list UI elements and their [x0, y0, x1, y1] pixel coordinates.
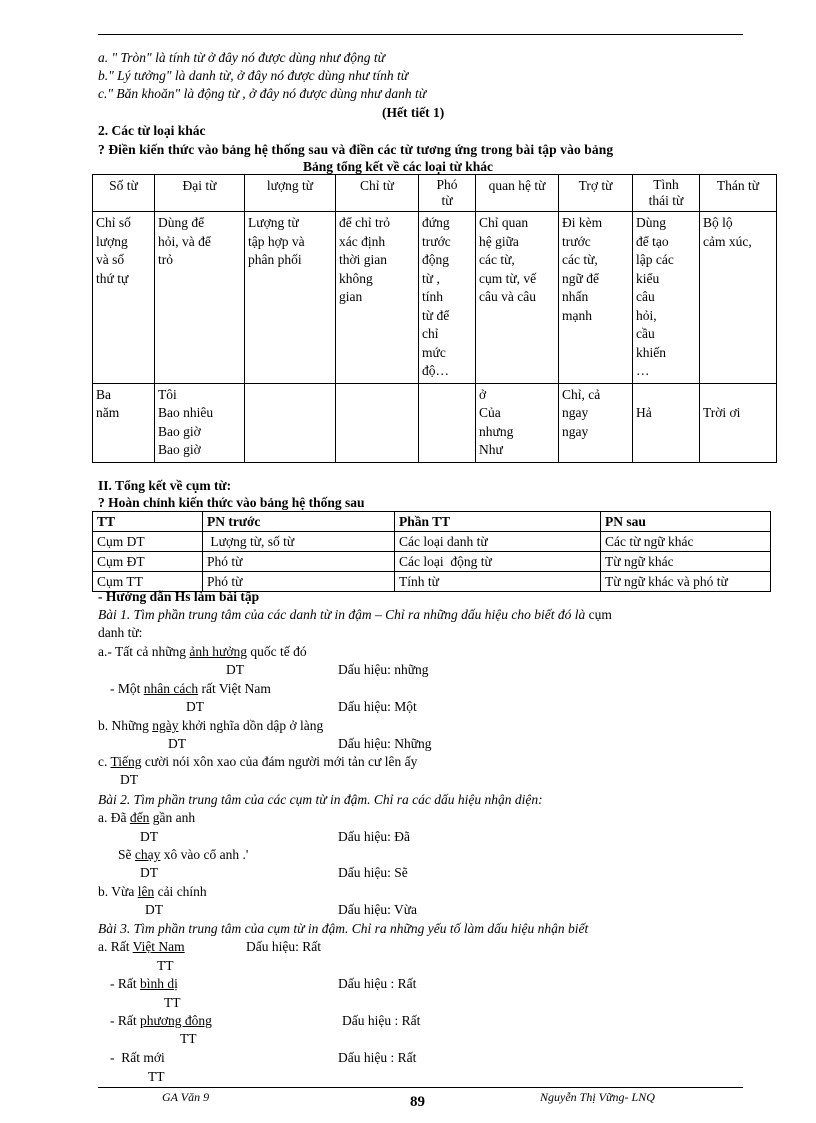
bai2-a1-dt: DT — [140, 829, 158, 844]
center-word: ảnh hưởng — [189, 644, 247, 659]
definition-cell: để chỉ trỏ xác định thời gian không gian — [336, 212, 419, 384]
bai3-a3 — [110, 1012, 212, 1029]
bai1-a2-dt: DT — [186, 699, 204, 714]
header-quan-he-tu: quan hệ từ — [476, 175, 559, 212]
bai2-a2-sign: Dấu hiệu: Sẽ — [338, 865, 408, 880]
header-rule — [98, 34, 743, 35]
bai1-a2 — [110, 680, 271, 697]
header-dai-tu: Đại từ — [155, 175, 245, 212]
header-luong-tu: lượng từ — [245, 175, 336, 212]
text: - Rất — [110, 1013, 140, 1028]
text: c. — [98, 754, 111, 769]
bai2-b-dt: DT — [145, 902, 163, 917]
text: quốc tế đó — [247, 644, 307, 659]
text: b. Vừa — [98, 884, 138, 899]
bai2-title: Bài 2. Tìm phần trung tâm của các cụm từ in đậm. Chỉ ra các dấu hiệu nhận diện: — [98, 792, 543, 807]
bai1-title-text: Bài 1. Tìm phần trung tâm của các danh từ in đậm – Chỉ ra những dấu hiệu cho biết đó là — [98, 607, 586, 622]
definition-cell: Bộ lộ cảm xúc, — [700, 212, 777, 384]
table-cell: Phó từ — [203, 572, 395, 592]
bai1-b-sign: Dấu hiệu: Những — [338, 736, 432, 751]
section-II-question: ? Hoàn chỉnh kiến thức vào bảng hệ thống sau — [98, 495, 365, 510]
example-cell: Ba năm — [93, 383, 155, 462]
header-pn-sau: PN sau — [601, 512, 771, 532]
bai2-a2 — [118, 846, 248, 863]
intro-line-a: a. " Tròn" là tính từ ở đây nó được dùng như động từ — [98, 50, 385, 65]
bai3-a3-tt: TT — [180, 1031, 197, 1046]
text: xô vào cổ anh .' — [160, 847, 249, 862]
bai2-b — [98, 883, 207, 900]
example-cell — [245, 383, 336, 462]
text: a.- Tất cả những — [98, 644, 190, 659]
table-cell: Từ ngữ khác — [601, 552, 771, 572]
bai1-title-tail: cụm — [585, 607, 612, 622]
definition-cell: Đi kèm trước các từ, ngữ để nhấn mạnh — [559, 212, 633, 384]
bai1-b-dt: DT — [168, 736, 186, 751]
bai1-c — [98, 753, 417, 770]
intro-line-c: c." Băn khoăn" là động từ , ở đây nó được dùng như danh từ — [98, 86, 427, 101]
bai3-a1-tt: TT — [157, 958, 174, 973]
text: a. Đã — [98, 810, 130, 825]
table-cell: Phó từ — [203, 552, 395, 572]
guide-title: - Hướng dẫn Hs làm bài tập — [98, 589, 260, 604]
example-cell: Hả — [633, 383, 700, 462]
table-row — [93, 552, 771, 572]
text: a. Rất — [98, 939, 133, 954]
header-tro-tu: Trợ từ — [559, 175, 633, 212]
bai3-a2-sign: Dấu hiệu : Rất — [338, 976, 417, 991]
header-pn-truoc: PN trước — [203, 512, 395, 532]
intro-line-b: b." Lý tưởng" là danh từ, ở đây nó được dùng như tính từ — [98, 68, 409, 83]
header-so-tu: Số từ — [93, 175, 155, 212]
definition-cell: Chỉ quan hệ giữa các từ, cụm từ, vế câu và câu — [476, 212, 559, 384]
table2-header-row — [93, 512, 771, 532]
text: gần anh — [149, 810, 196, 825]
center-word: nhân cách — [143, 681, 199, 696]
header-tinh-thai-tu: Tình thái từ — [633, 175, 700, 212]
table-row — [93, 532, 771, 552]
table-cell: Cụm ĐT — [93, 552, 203, 572]
header-chi-tu: Chỉ từ — [336, 175, 419, 212]
text: - Một — [110, 681, 144, 696]
center-word: phương đông — [140, 1013, 212, 1028]
definition-cell: Dùng để hỏi, và để trỏ — [155, 212, 245, 384]
example-cell — [336, 383, 419, 462]
bai3-title: Bài 3. Tìm phần trung tâm của cụm từ in đậm. Chỉ ra những yếu tố làm dấu hiệu nhận biết — [98, 921, 589, 936]
table-cell: Lượng từ, số từ — [203, 532, 395, 552]
bai2-a2-dt: DT — [140, 865, 158, 880]
center-word: Tiếng — [110, 754, 142, 769]
section-II-title: II. Tổng kết về cụm từ: — [98, 478, 232, 493]
text: Sẽ — [118, 847, 135, 862]
header-pho-tu: Phó từ — [419, 175, 476, 212]
footer-right: Nguyễn Thị Vững- LNQ — [540, 1090, 655, 1104]
center-word: lên — [137, 884, 155, 899]
example-cell: Tôi Bao nhiêu Bao giờ Bao giờ — [155, 383, 245, 462]
text: - Rất — [110, 976, 140, 991]
header-than-tu: Thán từ — [700, 175, 777, 212]
bai3-a4-sign: Dấu hiệu : Rất — [338, 1050, 417, 1065]
example-cell — [419, 383, 476, 462]
definition-cell: đứng trước động từ , tính từ để chỉ mức độ… — [419, 212, 476, 384]
bai3-a1 — [98, 938, 185, 955]
bai3-a4: - Rất mới — [110, 1050, 165, 1065]
bai1-b — [98, 717, 323, 734]
bai1-title-line2: danh từ: — [98, 625, 143, 640]
bai1-a2-sign: Dấu hiệu: Một — [338, 699, 417, 714]
table-cell: Các loại danh từ — [395, 532, 601, 552]
table-cell: Các loại động từ — [395, 552, 601, 572]
example-cell: Trời ơi — [700, 383, 777, 462]
table1-title: Bảng tổng kết về các loại từ khác — [303, 159, 493, 174]
table-cell: Cụm DT — [93, 532, 203, 552]
text: cải chính — [154, 884, 207, 899]
definition-cell: Chỉ số lượng và số thứ tự — [93, 212, 155, 384]
example-cell: Chỉ, cả ngay ngay — [559, 383, 633, 462]
bai3-a1-sign: Dấu hiệu: Rất — [246, 939, 321, 954]
text: b. Những — [98, 718, 153, 733]
table-cell: Các từ ngữ khác — [601, 532, 771, 552]
footer-rule — [98, 1087, 743, 1088]
bai3-a2 — [110, 975, 178, 992]
word-class-table — [92, 174, 777, 463]
bai1-a1-sign: Dấu hiệu: những — [338, 662, 429, 677]
center-word: đến — [129, 810, 150, 825]
page-number: 89 — [410, 1094, 425, 1110]
center-word: bình dị — [140, 976, 178, 991]
table-cell: Từ ngữ khác và phó từ — [601, 572, 771, 592]
bai3-a4-tt: TT — [148, 1069, 165, 1084]
example-cell: ở Của nhưng Như — [476, 383, 559, 462]
text: cười nói xôn xao của đám người mới tản cư lên ấy — [141, 754, 418, 769]
table1-definition-row — [93, 212, 777, 384]
center-word: chạy — [134, 847, 161, 862]
definition-cell: Dùng để tạo lập các kiểu câu hỏi, cầu khiến … — [633, 212, 700, 384]
phrase-table — [92, 511, 771, 592]
section2-title: 2. Các từ loại khác — [98, 123, 206, 138]
definition-cell: Lượng từ tập hợp và phân phối — [245, 212, 336, 384]
bai1-a1 — [98, 643, 307, 660]
bai2-b-sign: Dấu hiệu: Vừa — [338, 902, 418, 917]
bai2-a1 — [98, 809, 195, 826]
table-cell: Tính từ — [395, 572, 601, 592]
bai2-a1-sign: Dấu hiệu: Đã — [338, 829, 410, 844]
bai1-a1-dt: DT — [226, 662, 244, 677]
bai1-c-dt: DT — [120, 772, 138, 787]
center-word: Việt Nam — [132, 939, 185, 954]
text: khởi nghĩa dồn dập ở làng — [178, 718, 324, 733]
table1-example-row — [93, 383, 777, 462]
footer-left: GA Văn 9 — [162, 1090, 210, 1104]
center-word: ngày — [152, 718, 179, 733]
table1-header-row — [93, 175, 777, 212]
text: rất Việt Nam — [198, 681, 271, 696]
table-cell: Cụm TT — [93, 572, 203, 592]
header-phan-tt: Phần TT — [395, 512, 601, 532]
end-note: (Hết tiết 1) — [382, 105, 445, 120]
bai3-a2-tt: TT — [164, 995, 181, 1010]
section2-question: ? Điền kiến thức vào bảng hệ thống sau và điền các từ tương ứng trong bài tập vào bảng — [98, 142, 614, 157]
header-tt: TT — [93, 512, 203, 532]
bai3-a3-sign: Dấu hiệu : Rất — [342, 1013, 421, 1028]
bai1-title — [98, 606, 612, 623]
